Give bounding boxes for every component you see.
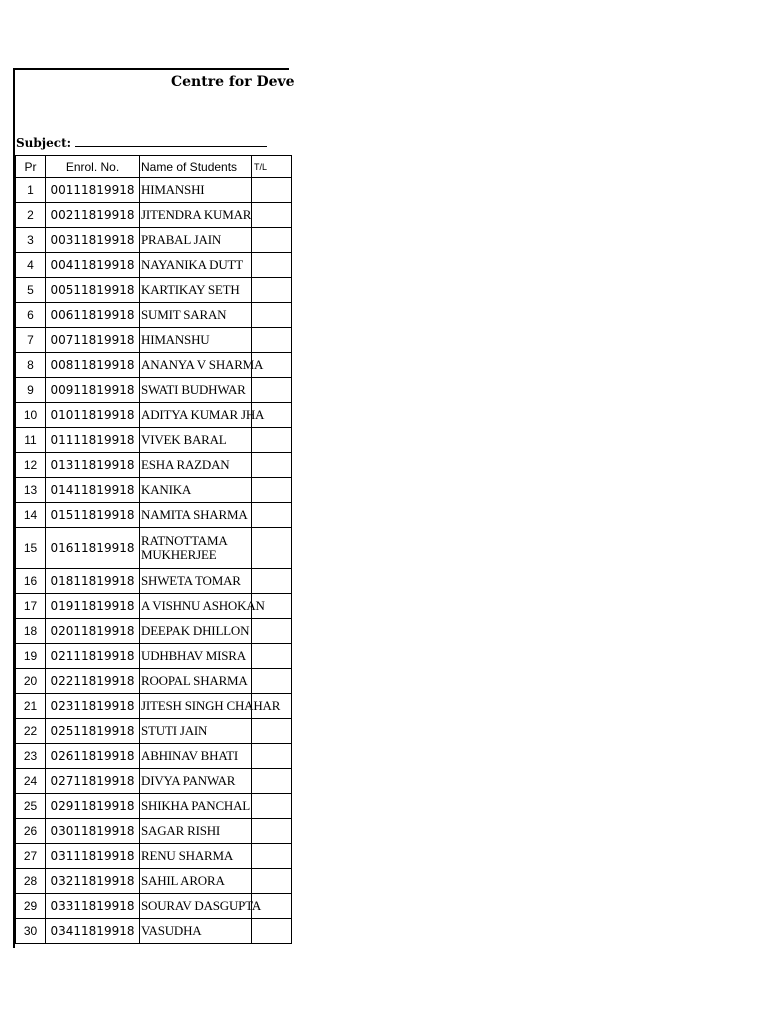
table-row [16,528,292,569]
student-name-cell: VIVEK BARAL [140,428,252,453]
enrolment-number-cell: 03411819918 [46,919,140,944]
enrolment-number-cell: 01611819918 [46,528,140,569]
table-row [16,869,292,894]
enrolment-number-cell: 02911819918 [46,794,140,819]
row-serial-cell: 13 [16,478,46,503]
table-row [16,453,292,478]
table-row [16,744,292,769]
table-row [16,478,292,503]
tl-mark-cell [252,453,292,478]
enrolment-number-cell: 00511819918 [46,278,140,303]
table-row [16,894,292,919]
enrolment-number-cell: 00911819918 [46,378,140,403]
tl-mark-cell [252,919,292,944]
row-serial-cell: 14 [16,503,46,528]
enrolment-number-cell: 03311819918 [46,894,140,919]
row-serial-cell: 3 [16,228,46,253]
student-name-cell: ABHINAV BHATI [140,744,252,769]
student-name-cell: HIMANSHI [140,178,252,203]
student-name-cell: A VISHNU ASHOKAN [140,594,252,619]
tl-mark-cell [252,303,292,328]
enrolment-number-cell: 00311819918 [46,228,140,253]
enrolment-number-cell: 01311819918 [46,453,140,478]
student-name-cell: SUMIT SARAN [140,303,252,328]
table-row [16,794,292,819]
tl-mark-cell [252,744,292,769]
student-name-cell: ESHA RAZDAN [140,453,252,478]
table-row [16,378,292,403]
student-name-cell: JITESH SINGH CHAHAR [140,694,252,719]
page-title: Centre for Deve [171,74,295,90]
enrolment-number-cell: 02011819918 [46,619,140,644]
table-row [16,569,292,594]
table-row [16,594,292,619]
row-serial-cell: 24 [16,769,46,794]
table-row [16,669,292,694]
table-row [16,228,292,253]
enrolment-number-cell: 02311819918 [46,694,140,719]
table-row [16,303,292,328]
tl-mark-cell [252,428,292,453]
student-table [15,155,292,944]
column-header-pr: Pr [16,156,46,178]
row-serial-cell: 9 [16,378,46,403]
student-name-cell: SHWETA TOMAR [140,569,252,594]
table-row [16,278,292,303]
student-name-cell: ROOPAL SHARMA [140,669,252,694]
tl-mark-cell [252,619,292,644]
student-name-cell: VASUDHA [140,919,252,944]
tl-mark-cell [252,203,292,228]
row-serial-cell: 12 [16,453,46,478]
student-name-cell: KANIKA [140,478,252,503]
table-row [16,328,292,353]
row-serial-cell: 5 [16,278,46,303]
enrolment-number-cell: 00711819918 [46,328,140,353]
column-header-tl: T/L [252,156,292,178]
row-serial-cell: 16 [16,569,46,594]
student-name-cell: RATNOTTAMA MUKHERJEE [140,528,252,569]
tl-mark-cell [252,278,292,303]
enrolment-number-cell: 01511819918 [46,503,140,528]
enrolment-number-cell: 01911819918 [46,594,140,619]
tl-mark-cell [252,478,292,503]
row-serial-cell: 22 [16,719,46,744]
student-name-cell: SAHIL ARORA [140,869,252,894]
student-name-cell: RENU SHARMA [140,844,252,869]
subject-label: Subject: [16,136,72,150]
table-row [16,428,292,453]
student-name-cell: SAGAR RISHI [140,819,252,844]
student-name-cell: STUTI JAIN [140,719,252,744]
column-header-name: Name of Students [140,156,252,178]
table-row [16,503,292,528]
row-serial-cell: 23 [16,744,46,769]
table-body [16,178,292,944]
student-name-cell: DIVYA PANWAR [140,769,252,794]
tl-mark-cell [252,503,292,528]
enrolment-number-cell: 02211819918 [46,669,140,694]
table-row [16,203,292,228]
tl-mark-cell [252,528,292,569]
table-row [16,769,292,794]
student-name-cell: ANANYA V SHARMA [140,353,252,378]
row-serial-cell: 6 [16,303,46,328]
student-name-cell: NAYANIKA DUTT [140,253,252,278]
student-name-cell: PRABAL JAIN [140,228,252,253]
table-row [16,178,292,203]
tl-mark-cell [252,719,292,744]
enrolment-number-cell: 03211819918 [46,869,140,894]
table-row [16,694,292,719]
table-row [16,353,292,378]
enrolment-number-cell: 01011819918 [46,403,140,428]
student-name-cell: DEEPAK DHILLON [140,619,252,644]
table-row [16,719,292,744]
column-header-enrol: Enrol. No. [46,156,140,178]
row-serial-cell: 27 [16,844,46,869]
tl-mark-cell [252,328,292,353]
row-serial-cell: 20 [16,669,46,694]
table-row [16,919,292,944]
table-row [16,844,292,869]
row-serial-cell: 25 [16,794,46,819]
tl-mark-cell [252,569,292,594]
row-serial-cell: 4 [16,253,46,278]
tl-mark-cell [252,844,292,869]
row-serial-cell: 17 [16,594,46,619]
tl-mark-cell [252,794,292,819]
row-serial-cell: 18 [16,619,46,644]
student-name-cell: SHIKHA PANCHAL [140,794,252,819]
table-row [16,819,292,844]
tl-mark-cell [252,819,292,844]
row-serial-cell: 1 [16,178,46,203]
enrolment-number-cell: 00211819918 [46,203,140,228]
row-serial-cell: 19 [16,644,46,669]
subject-field [16,136,267,150]
row-serial-cell: 29 [16,894,46,919]
tl-mark-cell [252,644,292,669]
tl-mark-cell [252,178,292,203]
table-row [16,253,292,278]
enrolment-number-cell: 02711819918 [46,769,140,794]
row-serial-cell: 26 [16,819,46,844]
enrolment-number-cell: 00811819918 [46,353,140,378]
row-serial-cell: 30 [16,919,46,944]
row-serial-cell: 2 [16,203,46,228]
student-name-cell: HIMANSHU [140,328,252,353]
row-serial-cell: 8 [16,353,46,378]
table-header-row [16,156,292,178]
table-row [16,619,292,644]
tl-mark-cell [252,669,292,694]
enrolment-number-cell: 00611819918 [46,303,140,328]
subject-blank-line [75,136,267,147]
row-serial-cell: 15 [16,528,46,569]
enrolment-number-cell: 00111819918 [46,178,140,203]
enrolment-number-cell: 00411819918 [46,253,140,278]
student-name-cell: KARTIKAY SETH [140,278,252,303]
tl-mark-cell [252,869,292,894]
enrolment-number-cell: 02511819918 [46,719,140,744]
student-name-cell: SWATI BUDHWAR [140,378,252,403]
student-name-cell: UDHBHAV MISRA [140,644,252,669]
row-serial-cell: 28 [16,869,46,894]
attendance-sheet [13,68,295,948]
table-row [16,403,292,428]
tl-mark-cell [252,769,292,794]
enrolment-number-cell: 02611819918 [46,744,140,769]
student-name-cell: SOURAV DASGUPTA [140,894,252,919]
enrolment-number-cell: 01811819918 [46,569,140,594]
tl-mark-cell [252,253,292,278]
student-name-cell: ADITYA KUMAR JHA [140,403,252,428]
student-name-cell: JITENDRA KUMAR [140,203,252,228]
tl-mark-cell [252,228,292,253]
row-serial-cell: 7 [16,328,46,353]
row-serial-cell: 21 [16,694,46,719]
table-row [16,644,292,669]
row-serial-cell: 11 [16,428,46,453]
student-name-cell: NAMITA SHARMA [140,503,252,528]
tl-mark-cell [252,378,292,403]
row-serial-cell: 10 [16,403,46,428]
enrolment-number-cell: 03011819918 [46,819,140,844]
enrolment-number-cell: 01411819918 [46,478,140,503]
enrolment-number-cell: 03111819918 [46,844,140,869]
enrolment-number-cell: 02111819918 [46,644,140,669]
enrolment-number-cell: 01111819918 [46,428,140,453]
